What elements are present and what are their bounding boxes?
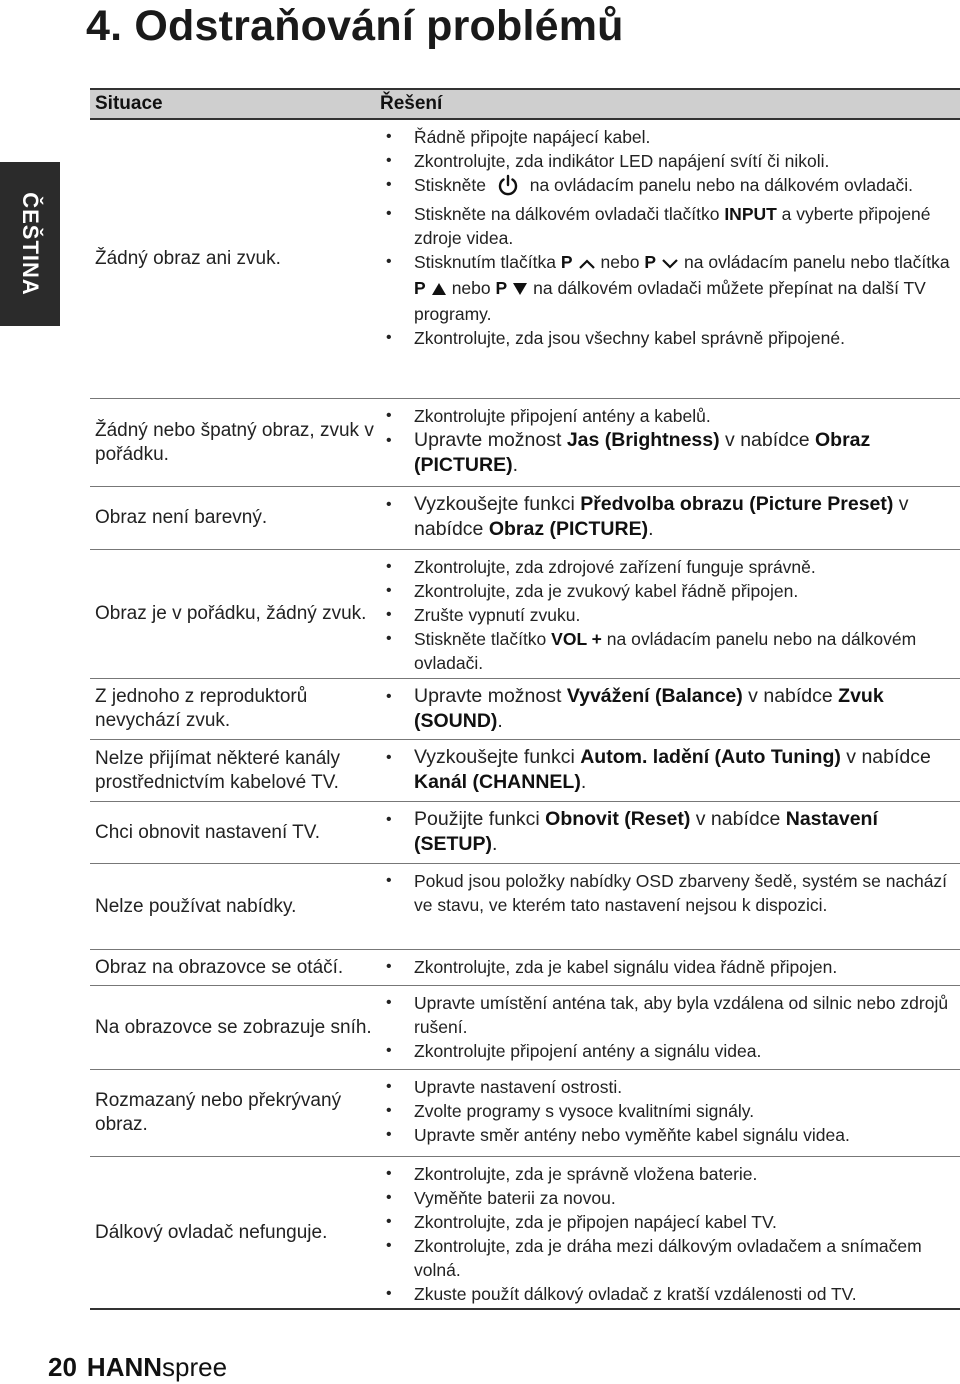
solution-item: • Řádně připojte napájecí kabel.: [380, 125, 960, 149]
solution-item: • Zrušte vypnutí zvuku.: [380, 603, 960, 627]
table-row: [90, 487, 960, 550]
column-header-situation: Situace: [95, 93, 163, 114]
solution-item: • Zkontrolujte připojení antény a signálu videa.: [380, 1039, 960, 1063]
solution-cell: [380, 1157, 960, 1308]
solution-cell: [380, 679, 960, 739]
solution-item: • Stiskněte tlačítko VOL + na ovládacím panelu nebo na dálkovém ovladači.: [380, 627, 960, 675]
solution-cell: [380, 1070, 960, 1156]
solution-item: • Stiskněte na ovládacím panelu nebo na dálkovém ovladači.: [380, 173, 960, 202]
table-row: [90, 679, 960, 740]
page-number: 20: [48, 1352, 77, 1382]
solution-cell: [380, 550, 960, 678]
triangle-down-icon: [512, 278, 528, 302]
solution-item: • Zkontrolujte, zda je kabel signálu videa řádně připojen.: [380, 955, 960, 979]
language-tab-label: ČEŠTINA: [18, 192, 43, 296]
table-row: [90, 120, 960, 399]
solution-item: • Upravte umístění anténa tak, aby byla vzdálena od silnic nebo zdrojů rušení.: [380, 991, 960, 1039]
solution-item: • Upravte možnost Vyvážení (Balance) v nabídce Zvuk (SOUND).: [380, 684, 960, 734]
situation-cell: Nelze přijímat některé kanály prostřednictvím kabelové TV.: [95, 747, 340, 793]
situation-cell: Dálkový ovladač nefunguje.: [95, 1221, 328, 1243]
solution-cell: [380, 802, 960, 863]
solution-item: • Upravte možnost Jas (Brightness) v nabídce Obraz (PICTURE).: [380, 428, 960, 478]
solution-item: • Stiskněte na dálkovém ovladači tlačítko INPUT a vyberte připojené zdroje videa.: [380, 202, 960, 250]
solution-cell: [380, 740, 960, 801]
table-row: [90, 950, 960, 986]
solution-item: • Upravte směr antény nebo vyměňte kabel signálu videa.: [380, 1123, 960, 1147]
solution-cell: [380, 487, 960, 549]
situation-cell: Obraz není barevný.: [95, 507, 268, 528]
solution-cell: [380, 950, 960, 985]
solution-item: • Zkontrolujte, zda je zvukový kabel řádně připojen.: [380, 579, 960, 603]
situation-cell: Rozmazaný nebo překrývaný obraz.: [95, 1090, 342, 1135]
situation-cell: Žádný obraz ani zvuk.: [95, 248, 281, 269]
solution-cell: [380, 120, 960, 398]
situation-cell: Obraz je v pořádku, žádný zvuk.: [95, 603, 367, 624]
table-row: [90, 1157, 960, 1308]
solution-cell: [380, 986, 960, 1069]
solution-item: • Zkontrolujte, zda je připojen napájecí kabel TV.: [380, 1210, 960, 1234]
solution-item: • Použijte funkci Obnovit (Reset) v nabídce Nastavení (SETUP).: [380, 807, 960, 857]
solution-item: • Zkontrolujte, zda zdrojové zařízení funguje správně.: [380, 555, 960, 579]
table-row: [90, 864, 960, 950]
table-row: [90, 740, 960, 802]
situation-cell: Žádný nebo špatný obraz, zvuk v pořádku.: [95, 419, 374, 465]
situation-cell: Nelze používat nabídky.: [95, 895, 297, 917]
triangle-up-icon: [431, 278, 447, 302]
solution-item: • Zkontrolujte, zda je správně vložena baterie.: [380, 1162, 960, 1186]
situation-cell: Obraz na obrazovce se otáčí.: [95, 956, 344, 978]
table-row: [90, 550, 960, 679]
language-tab: [0, 162, 60, 326]
chevron-up-icon: [578, 252, 596, 276]
troubleshooting-table: [90, 88, 960, 1310]
solution-item: • Stisknutím tlačítka P nebo P na ovládacím panelu nebo tlačítka P nebo P na dálkovém ovladači můžete přepínat na další TV programy.: [380, 250, 960, 326]
solution-item: • Zkontrolujte, zda jsou všechny kabel správně připojené.: [380, 326, 960, 350]
solution-item: • Upravte nastavení ostrosti.: [380, 1075, 960, 1099]
situation-cell: Chci obnovit nastavení TV.: [95, 821, 320, 843]
solution-item: • Zkontrolujte připojení antény a kabelů.: [380, 404, 960, 428]
page-footer: [48, 1352, 227, 1383]
solution-item: • Vyzkoušejte funkci Předvolba obrazu (Picture Preset) v nabídce Obraz (PICTURE).: [380, 492, 960, 542]
solution-item: • Zkontrolujte, zda indikátor LED napájení svítí či nikoli.: [380, 149, 960, 173]
power-icon: [497, 174, 519, 202]
solution-item: • Vyzkoušejte funkci Autom. ladění (Auto Tuning) v nabídce Kanál (CHANNEL).: [380, 745, 960, 795]
table-header: [90, 88, 960, 120]
solution-item: • Zkuste použít dálkový ovladač z kratší vzdálenosti od TV.: [380, 1282, 960, 1306]
table-row: [90, 986, 960, 1070]
solution-cell: [380, 864, 960, 949]
solution-cell: [380, 399, 960, 486]
situation-cell: Z jednoho z reproduktorů nevychází zvuk.: [95, 686, 308, 731]
table-row: [90, 399, 960, 487]
column-header-solution: Řešení: [380, 93, 443, 114]
situation-cell: Na obrazovce se zobrazuje sníh.: [95, 1016, 372, 1038]
solution-item: • Zvolte programy s vysoce kvalitními signály.: [380, 1099, 960, 1123]
table-row: [90, 802, 960, 864]
page-title: 4. Odstraňování problémů: [86, 2, 624, 50]
table-row: [90, 1070, 960, 1157]
solution-item: • Vyměňte baterii za novou.: [380, 1186, 960, 1210]
solution-item: • Zkontrolujte, zda je dráha mezi dálkovým ovladačem a snímačem volná.: [380, 1234, 960, 1282]
chevron-down-icon: [661, 252, 679, 276]
brand-logo: HANNspree: [86, 1352, 228, 1382]
solution-item: • Pokud jsou položky nabídky OSD zbarveny šedě, systém se nachází ve stavu, ve kterém tato nastavení nejsou k dispozici.: [380, 869, 960, 917]
